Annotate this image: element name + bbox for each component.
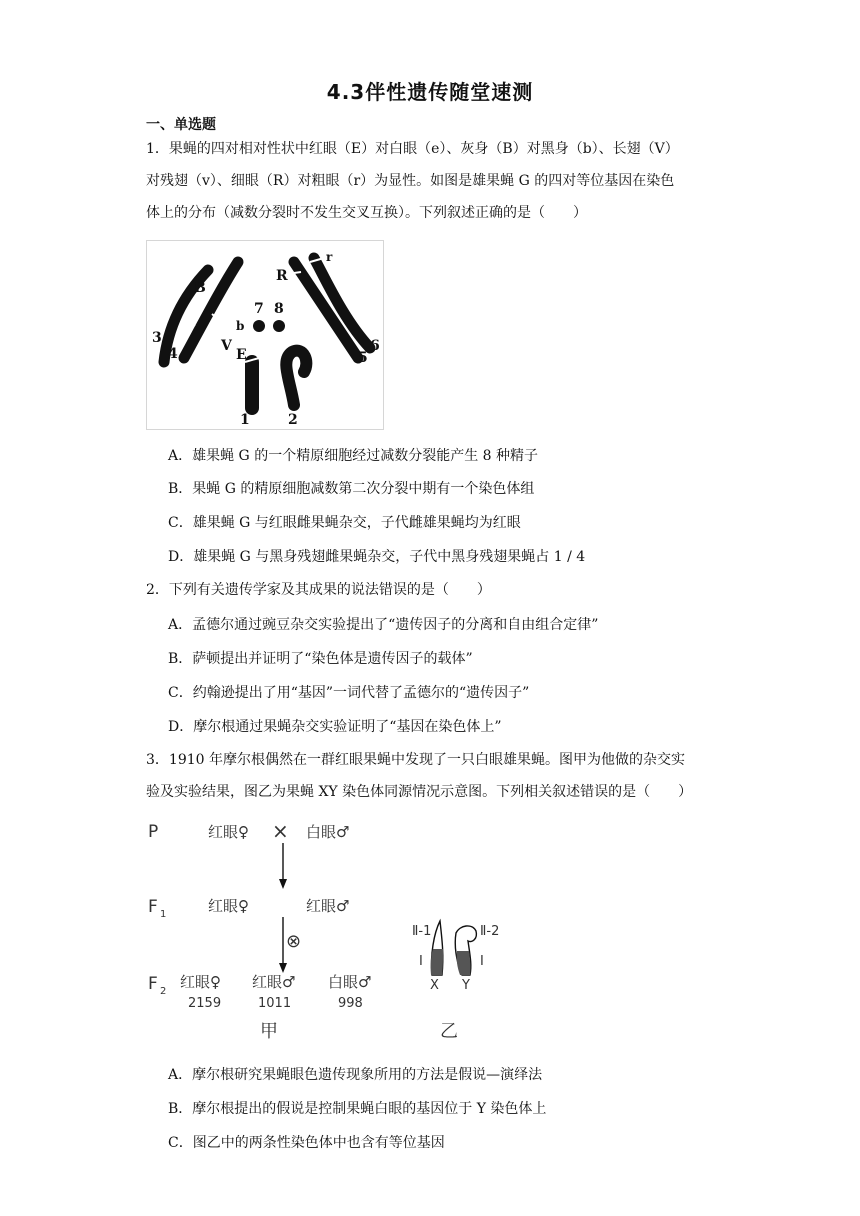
f2-white-male-count: 998 [338,996,363,1011]
label-II-1: Ⅱ-1 [412,924,432,939]
band-v [183,316,195,326]
gen-F1: F [148,897,158,917]
q2-option-d: D．摩尔根通过果蝇杂交实验证明了“基因在染色体上” [168,719,502,735]
label-1: 1 [240,412,250,428]
q3-option-b: B．摩尔根提出的假说是控制果蝇白眼的基因位于 Y 染色体上 [168,1101,547,1117]
self-cross-symbol: ⊗ [286,931,302,952]
label-E: E [236,347,247,363]
chromosome-figure [146,240,384,430]
section-heading: 一、单选题 [146,117,216,133]
label-V: V [221,338,232,354]
cross-diagram [140,815,660,1045]
f2-red-male: 红眼♂ [252,973,296,991]
q3-option-a: A．摩尔根研究果蝇眼色遗传现象所用的方法是假说—演绎法 [168,1067,543,1083]
q1-option-d: D．雄果蝇 G 与黑身残翅雌果蝇杂交，子代中黑身残翅果蝇占 1 / 4 [168,549,586,565]
p-female: 红眼♀ [208,823,249,841]
label-R: R [276,268,288,284]
label-I-right: Ⅰ [480,954,484,969]
f1-female: 红眼♀ [208,897,249,915]
arrow-f1-f2-head [279,963,287,973]
label-r: r [326,250,333,264]
q1-line-3: 体上的分布（减数分裂时不发生交叉互换）。下列叙述正确的是（ ） [146,205,587,221]
caption-yi: 乙 [440,1021,458,1042]
label-II-2: Ⅱ-2 [480,924,500,939]
q2-option-a: A．孟德尔通过豌豆杂交实验提出了“遗传因子的分离和自由组合定律” [168,617,599,633]
f1-male: 红眼♂ [306,897,350,915]
caption-jia: 甲 [260,1021,278,1042]
q2-option-c: C．约翰逊提出了用“基因”一词代替了孟德尔的“遗传因子” [168,685,530,701]
label-B: B [194,280,206,296]
band-b [212,314,224,324]
arrow-p-f1-head [279,879,287,889]
f2-red-female-count: 2159 [188,996,222,1011]
q1-option-c: C．雄果蝇 G 与红眼雌果蝇杂交，子代雌雄果蝇均为红眼 [168,515,521,531]
label-8: 8 [274,301,284,317]
y-homologous-region [457,951,471,975]
label-b: b [236,319,245,333]
q3-option-c: C．图乙中的两条性染色体中也含有等位基因 [168,1135,445,1151]
gen-F2-sub: 2 [160,986,167,997]
label-Y: Y [462,978,470,993]
chromosome-8 [273,320,285,332]
q3-line-1: 3．1910 年摩尔根偶然在一群红眼果蝇中发现了一只白眼雄果蝇。图甲为他做的杂交实 [146,752,685,768]
x-homologous-region [431,949,443,975]
f2-white-male: 白眼♂ [328,973,372,991]
gen-F2: F [148,974,158,994]
label-2: 2 [288,412,298,428]
chromosome-7 [253,320,265,332]
label-7: 7 [254,301,264,317]
label-I-left: Ⅰ [419,954,423,969]
gen-F1-sub: 1 [160,909,167,920]
label-v: v [184,292,191,306]
label-4: 4 [168,346,178,362]
p-male: 白眼♂ [306,823,350,841]
chromosome-2 [286,351,306,405]
f2-red-female: 红眼♀ [180,973,221,991]
page-title: 4.3伴性遗传随堂速测 [326,80,534,104]
q2-option-b: B．萨顿提出并证明了“染色体是遗传因子的载体” [168,651,473,667]
label-X: X [430,978,439,993]
label-5: 5 [358,350,368,366]
q3-line-2: 验及实验结果，图乙为果蝇 XY 染色体同源情况示意图。下列相关叙述错误的是（ ） [146,784,693,800]
q1-line-1: 1．果蝇的四对相对性状中红眼（E）对白眼（e）、灰身（B）对黑身（b）、长翅（V） [146,141,679,157]
label-3: 3 [152,330,162,346]
q1-line-2: 对残翅（v）、细眼（R）对粗眼（r）为显性。如图是雄果蝇 G 的四对等位基因在染色 [146,173,675,189]
q2-stem: 2．下列有关遗传学家及其成果的说法错误的是（ ） [146,582,491,598]
q1-option-a: A．雄果蝇 G 的一个精原细胞经过减数分裂能产生 8 种精子 [168,448,539,464]
gen-P: P [148,822,159,842]
cross-symbol: × [272,819,289,843]
label-6: 6 [370,338,380,354]
f2-red-male-count: 1011 [258,996,292,1011]
q1-option-b: B．果蝇 G 的精原细胞减数第二次分裂中期有一个染色体组 [168,481,535,497]
